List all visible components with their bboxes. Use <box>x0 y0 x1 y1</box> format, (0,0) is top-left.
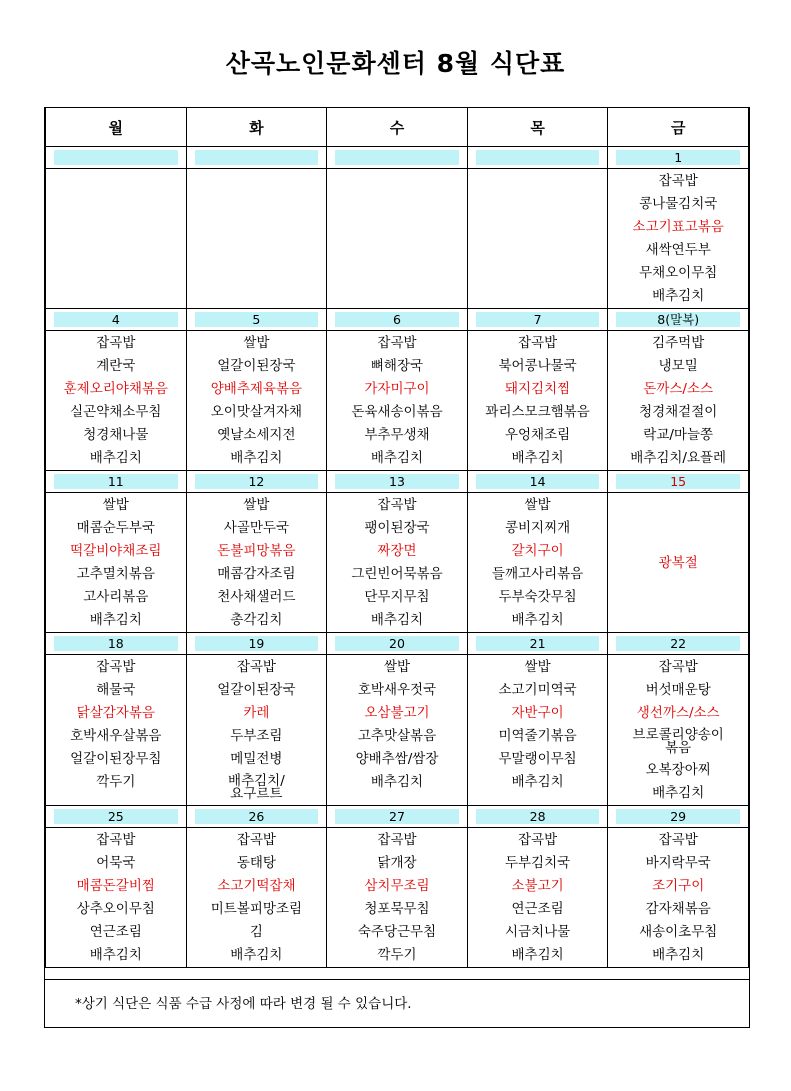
menu-item: 쌀밥 <box>243 335 270 351</box>
menu-cell <box>608 493 749 633</box>
menu-item: 시금치나물 <box>504 924 571 940</box>
menu-cell <box>327 493 468 633</box>
menu-item: 미트볼피망조림 <box>210 901 303 917</box>
menu-item: 사골만두국 <box>223 520 289 536</box>
menu-cell <box>467 655 608 806</box>
menu-item: 냉모밀 <box>658 358 698 374</box>
menu-cell <box>186 828 327 968</box>
menu-item: 오삼불고기 <box>364 705 430 721</box>
menu-item: 두부김치국 <box>504 855 571 871</box>
weekday-header-row <box>46 108 749 147</box>
date-label: 27 <box>335 809 459 824</box>
menu-item: 조기구이 <box>652 878 705 894</box>
menu-item: 팽이된장국 <box>364 520 430 536</box>
date-label: 20 <box>335 636 459 651</box>
menu-item: 숙주당근무침 <box>357 924 437 940</box>
menu-cell <box>608 655 749 806</box>
menu-item: 돈육새송이볶음 <box>351 404 443 420</box>
date-cell <box>608 806 749 828</box>
menu-cell <box>467 169 608 309</box>
menu-item: 두부조림 <box>230 728 283 744</box>
menu-item: 깍두기 <box>377 947 417 963</box>
menu-item: 소고기떡잡채 <box>217 878 296 894</box>
menu-item: 쌀밥 <box>524 659 551 675</box>
menu-cell <box>327 169 468 309</box>
date-cell <box>608 471 749 493</box>
menu-cell <box>186 655 327 806</box>
date-label <box>54 150 178 165</box>
menu-item: 잡곡밥 <box>236 659 276 675</box>
date-cell <box>186 309 327 331</box>
menu-item: 소불고기 <box>511 878 564 894</box>
menu-item: 닭개장 <box>377 855 417 871</box>
menu-cell <box>608 828 749 968</box>
menu-item: 연근조림 <box>511 901 564 917</box>
menu-item: 배추김치 <box>652 785 705 801</box>
date-cell <box>186 471 327 493</box>
menu-item: 김 <box>249 924 263 940</box>
menu-item: 쌀밥 <box>383 659 411 675</box>
menu-item: 깍두기 <box>96 774 136 790</box>
date-cell <box>608 309 749 331</box>
date-row <box>46 806 749 828</box>
date-label: 5 <box>195 312 319 327</box>
menu-item: 콩나물김치국 <box>639 196 718 212</box>
menu-item: 브로콜리양송이 볶음 <box>632 727 724 756</box>
menu-row <box>46 493 749 633</box>
menu-item: 북어콩나물국 <box>498 358 577 374</box>
menu-item: 해물국 <box>96 682 136 698</box>
menu-item: 잡곡밥 <box>658 173 698 189</box>
date-label <box>335 150 459 165</box>
menu-table <box>44 107 750 1028</box>
menu-cell <box>327 828 468 968</box>
menu-item: 계란국 <box>96 358 136 374</box>
menu-row <box>46 655 749 806</box>
menu-item: 고추멸치볶음 <box>76 566 155 582</box>
date-label: 15 <box>616 474 740 489</box>
date-label <box>476 150 600 165</box>
date-row <box>46 309 749 331</box>
menu-item: 고사리볶음 <box>83 589 149 605</box>
menu-item: 버섯매운탕 <box>645 682 711 698</box>
menu-cell <box>327 331 468 471</box>
menu-cell <box>608 169 749 309</box>
menu-item: 배추김치 <box>370 774 424 790</box>
date-label: 29 <box>616 809 740 824</box>
menu-item: 생선까스/소스 <box>636 705 720 721</box>
date-cell <box>608 633 749 655</box>
date-label: 22 <box>616 636 740 651</box>
date-cell <box>467 471 608 493</box>
date-cell <box>186 806 327 828</box>
menu-item: 짜장면 <box>377 543 417 559</box>
date-cell <box>186 147 327 169</box>
menu-cell <box>186 493 327 633</box>
menu-cell <box>467 331 608 471</box>
menu-item: 단무지무침 <box>364 589 430 605</box>
date-label: 14 <box>476 474 600 489</box>
menu-item: 총각김치 <box>230 612 283 628</box>
menu-item: 배추김치 <box>89 947 142 963</box>
date-label: 25 <box>54 809 178 824</box>
menu-item: 잡곡밥 <box>377 335 417 351</box>
menu-item: 돼지김치찜 <box>504 381 571 397</box>
menu-item: 매콤순두부국 <box>76 520 155 536</box>
menu-item: 호박새우살볶음 <box>70 728 162 744</box>
menu-item: 카레 <box>243 705 270 721</box>
menu-row <box>46 169 749 309</box>
menu-item: 삼치무조림 <box>364 878 430 894</box>
menu-item: 김주먹밥 <box>652 335 705 351</box>
menu-item: 배추김치 <box>511 450 564 466</box>
date-cell <box>46 309 187 331</box>
menu-item: 락교/마늘쫑 <box>643 427 714 443</box>
date-label <box>195 150 319 165</box>
weekday-header: 금 <box>608 108 749 147</box>
date-label: 12 <box>195 474 319 489</box>
date-label: 11 <box>54 474 178 489</box>
menu-cell <box>186 169 327 309</box>
menu-item: 연근조림 <box>89 924 142 940</box>
weekday-header: 목 <box>467 108 608 147</box>
menu-item: 매콤돈갈비찜 <box>76 878 155 894</box>
date-cell <box>327 471 468 493</box>
menu-cell <box>46 493 187 633</box>
date-label: 21 <box>476 636 600 651</box>
menu-item: 배추김치 <box>370 612 424 628</box>
menu-cell <box>467 828 608 968</box>
menu-item: 쌀밥 <box>102 497 129 513</box>
date-label: 18 <box>54 636 178 651</box>
menu-item: 돈불피망볶음 <box>217 543 296 559</box>
menu-item: 옛날소세지전 <box>217 427 296 443</box>
menu-item: 잡곡밥 <box>96 335 136 351</box>
menu-item: 우엉채조림 <box>504 427 571 443</box>
menu-item: 상추오이무침 <box>76 901 155 917</box>
menu-item: 청경채나물 <box>83 427 149 443</box>
menu-item: 떡갈비야채조림 <box>70 543 162 559</box>
date-cell <box>46 633 187 655</box>
menu-item: 쌀밥 <box>524 497 551 513</box>
menu-item: 소고기표고볶음 <box>632 219 724 235</box>
date-label: 8(말복) <box>616 312 740 327</box>
menu-item: 뼈해장국 <box>370 358 424 374</box>
weekday-header: 월 <box>46 108 187 147</box>
date-cell <box>467 633 608 655</box>
menu-cell <box>186 331 327 471</box>
menu-item: 어묵국 <box>96 855 136 871</box>
menu-item: 미역줄기볶음 <box>498 728 577 744</box>
date-row <box>46 633 749 655</box>
menu-item: 배추김치 <box>511 774 564 790</box>
menu-item: 실곤약채소무침 <box>70 404 162 420</box>
menu-item: 청포묵무침 <box>364 901 430 917</box>
menu-item: 동태탕 <box>236 855 276 871</box>
page-title: 산곡노인문화센터 8월 식단표 <box>225 49 566 78</box>
menu-item: 돈까스/소스 <box>643 381 714 397</box>
menu-item: 메밀전병 <box>230 751 283 767</box>
menu-item: 잡곡밥 <box>377 497 417 513</box>
date-label: 4 <box>54 312 178 327</box>
menu-item: 배추김치 <box>89 450 142 466</box>
menu-item: 꽈리스모크햄볶음 <box>485 404 590 420</box>
menu-item: 배추김치 <box>230 947 283 963</box>
date-row <box>46 147 749 169</box>
menu-item: 얼갈이된장무침 <box>70 751 162 767</box>
menu-item: 무말랭이무침 <box>498 751 577 767</box>
menu-cell <box>46 169 187 309</box>
menu-item: 매콤감자조림 <box>217 566 296 582</box>
menu-item: 배추김치 <box>511 612 564 628</box>
menu-item: 두부숙갓무침 <box>498 589 577 605</box>
menu-item: 청경채겉절이 <box>639 404 718 420</box>
menu-item: 부추무생채 <box>364 427 430 443</box>
menu-item: 훈제오리야채볶음 <box>63 381 168 397</box>
menu-item: 배추김치 <box>652 947 705 963</box>
menu-item: 감자채볶음 <box>645 901 711 917</box>
weekday-header: 수 <box>327 108 468 147</box>
menu-item: 무채오이무침 <box>639 265 718 281</box>
menu-item: 바지락무국 <box>645 855 711 871</box>
menu-item: 새송이초무침 <box>639 924 718 940</box>
menu-item: 쌀밥 <box>243 497 270 513</box>
date-cell <box>186 633 327 655</box>
menu-item: 고추맛살볶음 <box>357 728 437 744</box>
menu-item: 잡곡밥 <box>658 832 698 848</box>
date-cell <box>46 147 187 169</box>
weekday-header: 화 <box>186 108 327 147</box>
date-cell <box>46 806 187 828</box>
date-label: 13 <box>335 474 459 489</box>
menu-item: 오복장아찌 <box>645 762 711 778</box>
menu-item: 배추김치 <box>652 288 705 304</box>
date-cell <box>608 147 749 169</box>
menu-item: 잡곡밥 <box>518 335 558 351</box>
menu-item: 새싹연두부 <box>645 242 711 258</box>
menu-item: 잡곡밥 <box>236 832 276 848</box>
date-label: 7 <box>476 312 600 327</box>
menu-row <box>46 828 749 968</box>
menu-item: 콩비지찌개 <box>504 520 571 536</box>
menu-cell <box>467 493 608 633</box>
date-cell <box>467 806 608 828</box>
menu-item: 배추김치/ 요구르트 <box>228 773 285 802</box>
menu-row <box>46 331 749 471</box>
menu-item: 가자미구이 <box>364 381 430 397</box>
date-cell <box>467 147 608 169</box>
date-cell <box>467 309 608 331</box>
menu-item: 자반구이 <box>511 705 564 721</box>
menu-item: 그린빈어묵볶음 <box>351 566 443 582</box>
menu-item: 오이맛살겨자채 <box>210 404 303 420</box>
menu-item: 양배추쌈/쌈장 <box>355 751 439 767</box>
menu-cell <box>327 655 468 806</box>
date-cell <box>327 806 468 828</box>
holiday-label: 광복절 <box>658 555 698 571</box>
menu-cell <box>46 331 187 471</box>
menu-item: 닭살감자볶음 <box>76 705 155 721</box>
date-label: 26 <box>195 809 319 824</box>
menu-item: 잡곡밥 <box>96 659 136 675</box>
date-cell <box>327 309 468 331</box>
date-row <box>46 471 749 493</box>
menu-item: 잡곡밥 <box>518 832 558 848</box>
date-cell <box>46 471 187 493</box>
menu-item: 배추김치/요플레 <box>630 450 727 466</box>
date-label: 1 <box>616 150 740 165</box>
menu-item: 잡곡밥 <box>377 832 417 848</box>
date-cell <box>327 147 468 169</box>
menu-cell <box>608 331 749 471</box>
menu-cell <box>46 828 187 968</box>
menu-cell <box>46 655 187 806</box>
menu-item: 잡곡밥 <box>96 832 136 848</box>
footnote: *상기 식단은 식품 수급 사정에 따라 변경 될 수 있습니다. <box>45 979 749 1027</box>
date-cell <box>327 633 468 655</box>
menu-item: 소고기미역국 <box>498 682 577 698</box>
menu-item: 호박새우젓국 <box>357 682 437 698</box>
date-label: 19 <box>195 636 319 651</box>
menu-item: 천사채샐러드 <box>217 589 296 605</box>
menu-item: 들깨고사리볶음 <box>491 566 584 582</box>
menu-item: 배추김치 <box>370 450 424 466</box>
menu-item: 배추김치 <box>511 947 564 963</box>
menu-item: 배추김치 <box>89 612 142 628</box>
menu-item: 배추김치 <box>230 450 283 466</box>
date-label: 6 <box>335 312 459 327</box>
menu-item: 양배추제육볶음 <box>210 381 303 397</box>
menu-item: 갈치구이 <box>511 543 564 559</box>
menu-item: 얼갈이된장국 <box>217 682 296 698</box>
menu-item: 얼갈이된장국 <box>217 358 296 374</box>
date-label: 28 <box>476 809 600 824</box>
menu-item: 잡곡밥 <box>658 659 698 675</box>
